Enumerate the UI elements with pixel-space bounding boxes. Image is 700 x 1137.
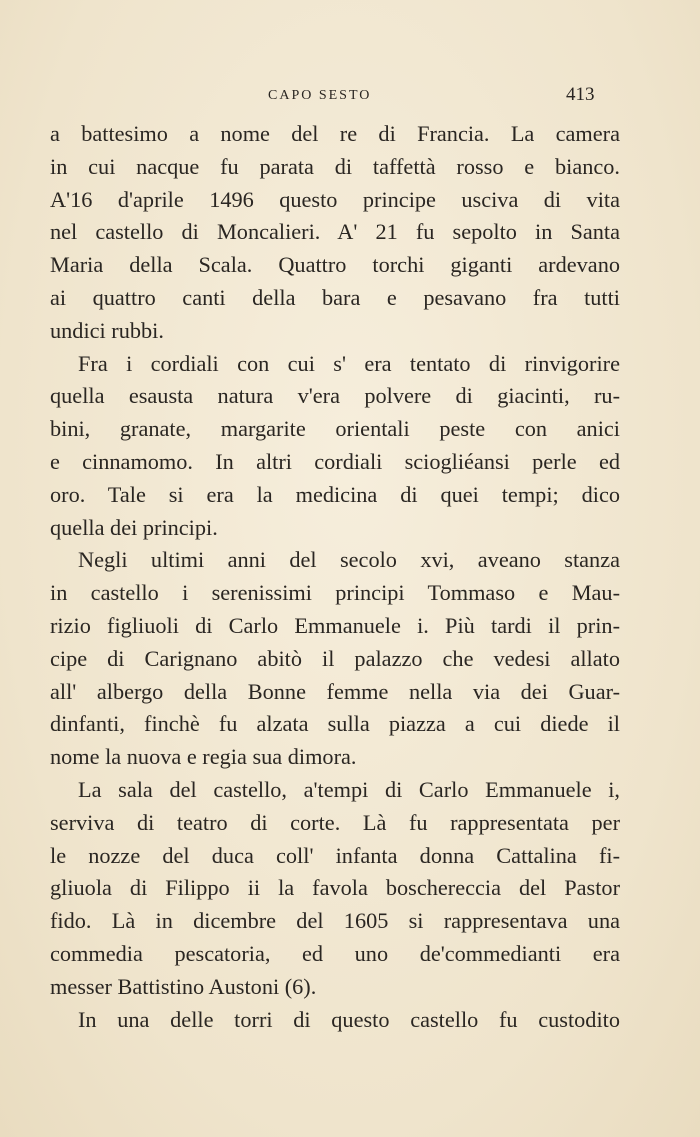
running-title: CAPO SESTO — [268, 88, 372, 103]
text-line: le nozze del duca coll' infanta donna Cattalina fi- — [50, 842, 620, 868]
text-line: in castello i serenissimi principi Tommaso e Mau- — [50, 580, 620, 606]
text-line: fido. Là in dicembre del 1605 si rappresentava una — [50, 908, 620, 934]
text-line: serviva di teatro di corte. Là fu rappresentata per — [50, 809, 620, 835]
text-line: quella esausta natura v'era polvere di giacinti, ru- — [50, 383, 620, 409]
text-line: a battesimo a nome del re di Francia. La camera — [50, 121, 620, 146]
page-header — [0, 84, 700, 110]
body-text — [50, 118, 620, 1036]
text-line: messer Battistino Austoni (6). — [50, 973, 317, 999]
paragraph-start-line: Negli ultimi anni del secolo xvi, aveano stanza — [78, 547, 620, 573]
text-line: quella dei principi. — [50, 514, 218, 540]
text-line: bini, granate, margarite orientali peste con anici — [50, 416, 620, 442]
text-line: rizio figliuoli di Carlo Emmanuele i. Più tardi il prin- — [50, 612, 620, 638]
paragraph-start-line: Fra i cordiali con cui s' era tentato di rinvigorire — [78, 350, 620, 376]
text-line: nome la nuova e regia sua dimora. — [50, 744, 357, 770]
paragraph-start-line: La sala del castello, a'tempi di Carlo Emmanuele i, — [78, 776, 620, 802]
text-line: ai quattro canti della bara e pesavano fra tutti — [50, 284, 620, 310]
text-line: Maria della Scala. Quattro torchi giganti ardevano — [50, 252, 620, 278]
text-line: e cinnamomo. In altri cordiali sciogliéansi perle ed — [50, 448, 620, 474]
text-line: gliuola di Filippo ii la favola boschereccia del Pastor — [50, 875, 620, 901]
page-number: 413 — [566, 84, 595, 105]
text-line: dinfanti, finchè fu alzata sulla piazza a cui diede il — [50, 711, 620, 737]
text-line: all' albergo della Bonne femme nella via dei Guar- — [50, 678, 620, 704]
text-line: A'16 d'aprile 1496 questo principe usciva di vita — [50, 186, 620, 212]
text-line: nel castello di Moncalieri. A' 21 fu sepolto in Santa — [50, 219, 620, 245]
text-line: undici rubbi. — [50, 317, 164, 343]
paragraph-start-line: In una delle torri di questo castello fu custodito — [78, 1006, 620, 1032]
text-line: commedia pescatoria, ed uno de'commedianti era — [50, 940, 620, 966]
text-line: in cui nacque fu parata di taffettà rosso e bianco. — [50, 153, 620, 179]
text-line: cipe di Carignano abitò il palazzo che vedesi allato — [50, 645, 620, 671]
text-line: oro. Tale si era la medicina di quei tempi; dico — [50, 481, 620, 507]
